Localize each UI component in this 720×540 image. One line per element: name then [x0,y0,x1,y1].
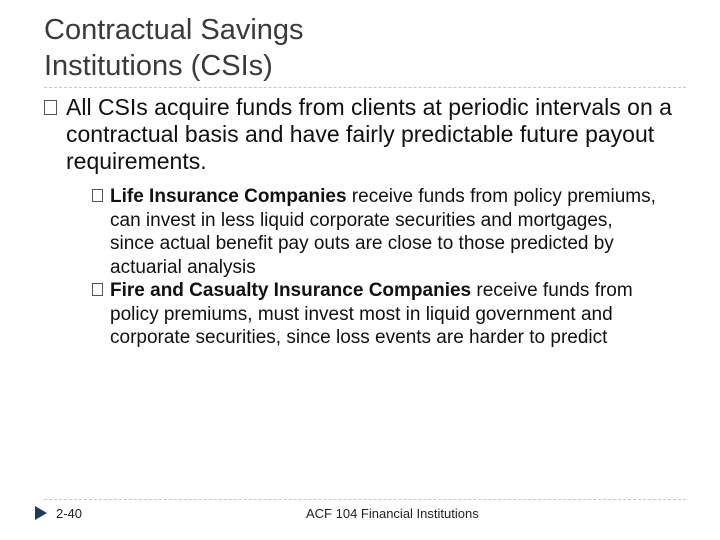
sub-bullet-text: receive funds from policy premiums, can invest in less liquid corporate securities and mortgages, [110,186,656,231]
footer-divider [44,499,686,500]
sub-bullet-heading: Life Insurance Companies [110,186,347,207]
sub-bullet-text-continued: since actual benefit pay outs are close to those predicted by actuarial analysis [110,233,614,278]
play-arrow-icon [34,505,48,521]
box-bullet-icon [92,283,103,296]
slide-title [44,12,684,84]
sub-bullet-list [92,185,684,350]
main-bullet-text: All CSIs acquire funds from clients at periodic intervals on a contractual basis and have fairly predictable future payout requirements. [66,94,672,174]
sub-bullet-heading: Fire and Casualty Insurance Companies [110,280,472,301]
sub-bullet-life-insurance [92,185,684,279]
main-bullet [44,94,684,175]
slide-number: 2-40 [56,506,83,521]
box-bullet-icon [44,100,57,115]
sub-bullet-text: receive funds from policy premiums, must invest most in liquid government and corporate securities, since loss events are harder to predict [110,280,633,348]
footer-course-text: ACF 104 Financial Institutions [306,506,479,521]
sub-bullet-fire-casualty [92,279,684,350]
title-line-2: Institutions (CSIs) [44,50,273,82]
box-bullet-icon [92,189,103,202]
title-divider [44,87,686,88]
title-line-1: Contractual Savings [44,14,304,46]
slide-content [44,94,684,350]
